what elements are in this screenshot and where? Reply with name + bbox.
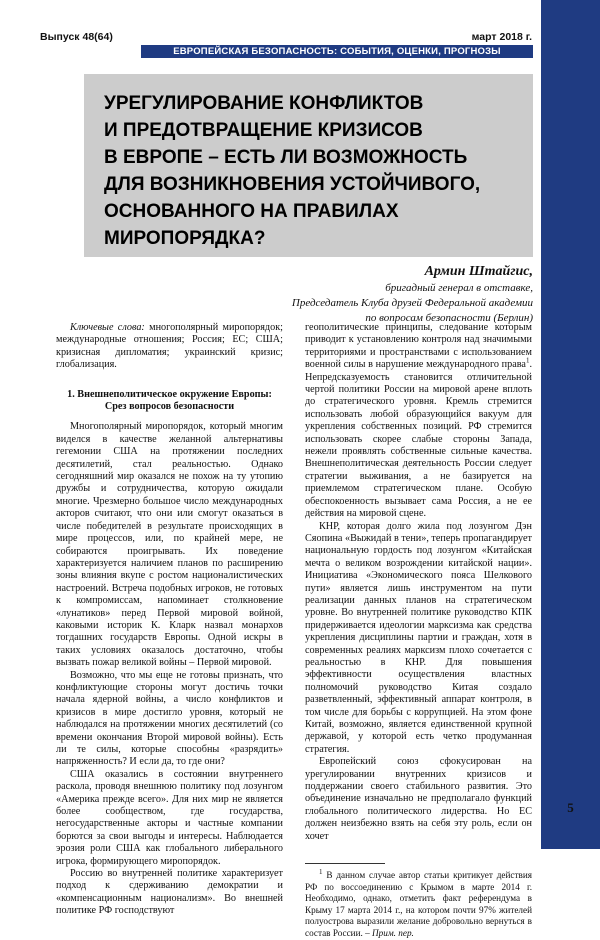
paragraph: Европейский союз сфокусирован на урегулировании внутренних кризисов и поддержании своего стабильного развития. Это объединение изначально не предполагало функций глобального политического лидерства. Но ЕС должен неизбежно взять на себя эту роль, если он хочет bbox=[305, 756, 532, 842]
title-line: ОСНОВАННОГО НА ПРАВИЛАХ bbox=[104, 201, 399, 222]
section-heading-line: Срез вопросов безопасности bbox=[104, 401, 235, 413]
title-box bbox=[84, 74, 533, 257]
footnote-text: В данном случае автор статьи критикует действия РФ по воссоединению с Крымом в марте 2014 г. Необходимо, однако, отметить факт референдума в Крыму 17 марта 2014 г., на котором почти 97% жителей полуострова выразили желание добровольно вернуться в состав России. bbox=[305, 870, 532, 939]
issue-number: Выпуск 48(64) bbox=[40, 31, 113, 43]
keywords-text: многополярный миропорядок; международные отношения; Россия; ЕС; США; кризисная дипломатия; украинский кризис; глобализация. bbox=[56, 322, 283, 371]
footnote-suffix: – Прим. пер. bbox=[362, 928, 414, 939]
footnote-marker: 1 bbox=[319, 868, 323, 876]
author-rank: бригадный генерал в отставке, bbox=[385, 282, 533, 294]
paragraph-text: геополитические принципы, следование которым приводит к установлению контроля над значимыми территориями и пространствами с использованием военной силы в нарушение международного права bbox=[305, 322, 532, 371]
footnote-divider bbox=[305, 863, 385, 864]
right-column bbox=[305, 322, 532, 940]
section-heading bbox=[56, 389, 283, 414]
title-line: УРЕГУЛИРОВАНИЕ КОНФЛИКТОВ bbox=[104, 93, 424, 114]
section-banner bbox=[141, 45, 533, 58]
paragraph: КНР, которая долго жила под лозунгом Дэн Сяопина «Выжидай в тени», теперь пропагандирует национальную гордость под лозунгом «Китайская мечта о великом возрождении китайской нации». Инициатива «Экономического пояса Шелкового пути» является лишь инструментом на пути реализации данных планов на стратегическом уровне. Во внутренней политике руководство КПК придерживается идеологии марксизма как средства укрепления дисциплины партии и граждан, хотя в современных реалиях марксизм плохо сочетается с реальностью в КНР. Для повышения эффективности осуществления властных полномочий руководство Китая создало разветвленный, эффективный аппарат контроля, в том числе для борьбы с коррупцией. На этом фоне Китай, возможно, является единственной крупной державой, у которой есть четко продуманная стратегия. bbox=[305, 520, 532, 755]
author-position: Председатель Клуба друзей Федеральной академии bbox=[291, 297, 533, 309]
paragraph bbox=[305, 322, 532, 521]
footnote-reference[interactable]: 1 bbox=[525, 356, 530, 365]
paragraph-text: . Непредсказуемость становится отличительной чертой политики России на мировой арене вплоть до стратегического уровня. Кремль стремится использовать любой образующийся вакуум для укрепления собственных позиций. РФ стремится использовать скорее слабые стороны Запада, нежели проявлять собственные сильные качества. Внешнеполитическая деятельность России следует стратегии выживания, а не базируется на приемлемом стратегическом плане. Особую обеспокоенность вызывает сама Россия, а не ее действия на мировой сцене. bbox=[305, 359, 532, 520]
title-line: ДЛЯ ВОЗНИКНОВЕНИЯ УСТОЙЧИВОГО, bbox=[104, 174, 481, 195]
title-line: В ЕВРОПЕ – ЕСТЬ ЛИ ВОЗМОЖНОСТЬ bbox=[104, 147, 468, 168]
title-line: МИРОПОРЯДКА? bbox=[104, 228, 266, 249]
page-number: 5 bbox=[567, 800, 574, 815]
paragraph: Возможно, что мы еще не готовы признать, что конфликтующие стороны могут достичь точки начала ядерной войны, а число конфликтов и кризисов в мире достигло уровня, который не наблюдался на протяжении многих десятилетий (со времени окончания Второй мировой войны). Есть ли те силы, которые способны «разрядить» напряженность? И если да, то где они? bbox=[56, 669, 283, 768]
keywords bbox=[56, 322, 283, 372]
article-title bbox=[104, 90, 524, 252]
keywords-label: Ключевые слова: bbox=[70, 322, 145, 333]
author-organization: по вопросам безопасности (Берлин) bbox=[365, 312, 533, 324]
footnote bbox=[305, 870, 532, 940]
section-title: ЕВРОПЕЙСКАЯ БЕЗОПАСНОСТЬ: СОБЫТИЯ, ОЦЕНКИ, ПРОГНОЗЫ bbox=[173, 46, 501, 57]
side-color-bar bbox=[541, 0, 600, 849]
section-heading-line: 1. Внешнеполитическое окружение Европы: bbox=[67, 388, 272, 400]
author-name: Армин Штайгис, bbox=[424, 264, 533, 279]
paragraph: Многополярный миропорядок, который многим виделся в качестве желанной альтернативы гегемонии США на протяжении последних десятилетий, стал реальностью. Однако сегодняшний мир оказался не похож на ту утопию дружбы и сотрудничества, которую ожидали многие. Чрезмерно большое число международных акторов считают, что они или смогут оказаться в числе победителей в результате происходящих в мире процессов, или, по крайней мере, не собираются проигрывать. Их поведение характеризуется наличием планов по расширению зоны влияния вкупе с ростом националистических настроений. Встреча подобных игроков, не готовых к компромиссам, напоминает столкновение «лунатиков» перед Первой мировой войной, каковыми историк К. Кларк назвал монархов тогдашних государств Европы. Одной искры в таких условиях оказалось достаточно, чтобы вызвать пожар великой войны – Первой мировой. bbox=[56, 421, 283, 669]
left-column bbox=[56, 322, 283, 918]
issue-date: март 2018 г. bbox=[471, 31, 532, 43]
paragraph: США оказались в состоянии внутреннего раскола, проводя внешнюю политику под лозунгом «Америка прежде всего». Для них мир не является более сообществом, где государства, негосударственные акторы и частные компании борются за свои выгоды и интересы. Наблюдается эрозия роли США как глобального либерального игрока, формирующего миропорядок. bbox=[56, 768, 283, 867]
author-block bbox=[230, 263, 533, 326]
paragraph: Россию во внутренней политике характеризует подход к сдерживанию демократии и «компенсационным национализм». Во внешней политике РФ господствуют bbox=[56, 868, 283, 917]
title-line: И ПРЕДОТВРАЩЕНИЕ КРИЗИСОВ bbox=[104, 120, 423, 141]
